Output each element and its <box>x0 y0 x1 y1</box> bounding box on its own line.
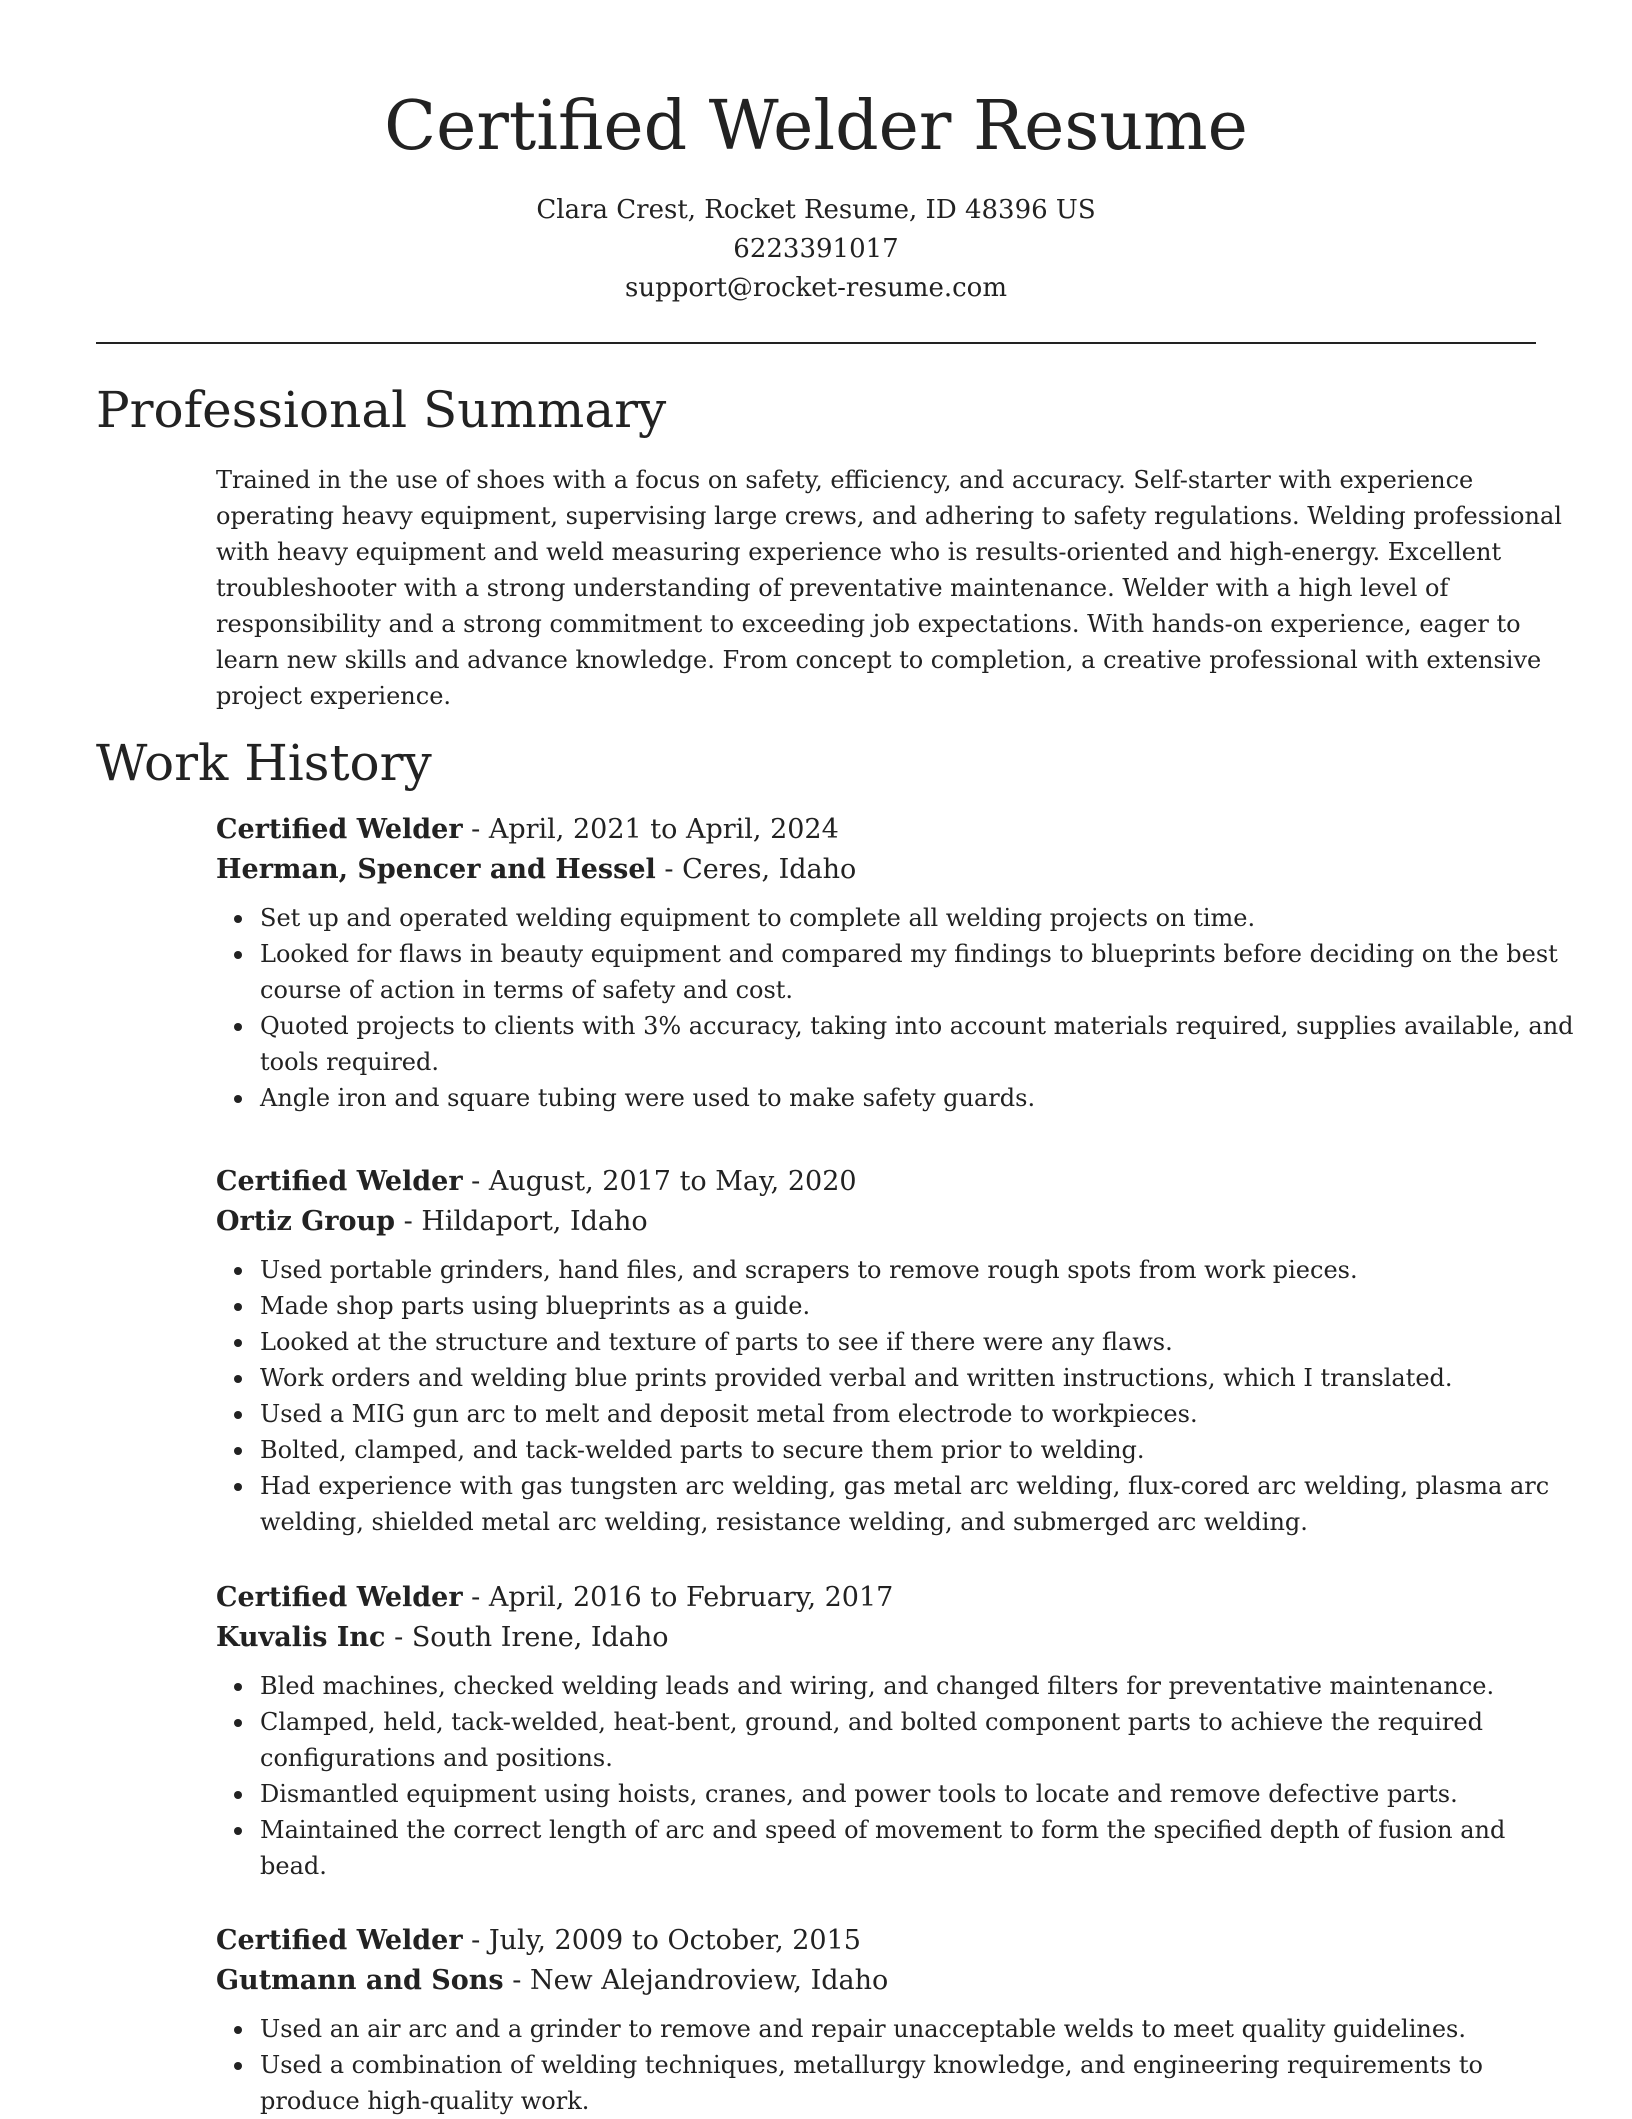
bullet-text: Made shop parts using blueprints as a guide. <box>260 1292 811 1320</box>
job-company: Gutmann and Sons <box>216 1965 504 1996</box>
summary-line: responsibility and a strong commitment to exceeding job expectations. With hands-on experience, eager to <box>216 610 1521 638</box>
separator: - <box>503 1965 530 1996</box>
job-bullets <box>216 1668 1536 1884</box>
list-item <box>260 1288 1536 1324</box>
separator: - <box>462 1582 489 1613</box>
contact-email: support@rocket-resume.com <box>624 273 1007 303</box>
list-item <box>260 900 1536 936</box>
job-dates: August, 2017 to May, 2020 <box>488 1166 857 1197</box>
resume-title: Certified Welder Resume <box>384 87 1248 166</box>
separator: - <box>462 814 489 845</box>
job-dates: April, 2021 to April, 2024 <box>488 814 839 845</box>
job-title-line <box>216 1162 1536 1202</box>
bullet-text: Used portable grinders, hand files, and scrapers to remove rough spots from work pieces. <box>260 1256 1358 1284</box>
work-history-heading: Work History <box>96 734 432 792</box>
bullet-text: course of action in terms of safety and cost. <box>260 976 794 1004</box>
summary-line: Trained in the use of shoes with a focus on safety, efficiency, and accuracy. Self-starter with experience <box>216 466 1474 494</box>
list-item <box>260 1080 1536 1116</box>
bullet-text: Had experience with gas tungsten arc welding, gas metal arc welding, flux-cored arc welding, plasma arc <box>260 1472 1550 1500</box>
job-company: Kuvalis Inc <box>216 1622 386 1653</box>
job-location: South Irene, Idaho <box>411 1622 669 1653</box>
job-entry <box>216 1578 1536 1884</box>
job-location: Ceres, Idaho <box>682 854 857 885</box>
job-title: Certified Welder <box>216 1166 463 1197</box>
job-location: New Alejandroview, Idaho <box>529 1965 889 1996</box>
job-entry <box>216 1921 1536 2119</box>
separator: - <box>462 1166 489 1197</box>
bullet-text: Bled machines, checked welding leads and wiring, and changed filters for preventative maintenance. <box>260 1672 1495 1700</box>
summary-heading: Professional Summary <box>96 381 667 439</box>
bullet-text: welding, shielded metal arc welding, resistance welding, and submerged arc welding. <box>260 1508 1308 1536</box>
bullet-text: Work orders and welding blue prints provided verbal and written instructions, which I translated. <box>260 1364 1453 1392</box>
job-title-line <box>216 1578 1536 1618</box>
job-title: Certified Welder <box>216 1925 463 1956</box>
bullet-text: Set up and operated welding equipment to complete all welding projects on time. <box>260 904 1256 932</box>
separator: - <box>462 1925 489 1956</box>
job-title-line <box>216 810 1536 850</box>
job-bullets <box>216 2011 1536 2119</box>
job-bullets <box>216 1252 1550 1540</box>
job-dates: July, 2009 to October, 2015 <box>488 1925 861 1956</box>
list-item <box>260 1324 1536 1360</box>
list-item <box>260 936 1558 1008</box>
job-title: Certified Welder <box>216 1582 463 1613</box>
job-entry <box>216 810 1574 1116</box>
job-title: Certified Welder <box>216 814 463 845</box>
job-bullets <box>216 900 1574 1116</box>
list-item <box>260 1776 1536 1812</box>
separator: - <box>655 854 683 885</box>
separator: - <box>385 1622 412 1653</box>
bullet-text: Maintained the correct length of arc and speed of movement to form the specified depth of fusion and <box>260 1816 1506 1844</box>
bullet-text: configurations and positions. <box>260 1744 613 1772</box>
job-dates: April, 2016 to February, 2017 <box>488 1582 894 1613</box>
bullet-text: Used an air arc and a grinder to remove and repair unacceptable welds to meet quality guidelines. <box>260 2015 1466 2043</box>
list-item <box>260 1432 1536 1468</box>
summary-text <box>216 462 1562 714</box>
header-divider <box>96 342 1536 344</box>
list-item <box>260 1252 1536 1288</box>
job-company: Herman, Spencer and Hessel <box>216 854 656 885</box>
bullet-text: Clamped, held, tack-welded, heat-bent, ground, and bolted component parts to achieve the required <box>260 1708 1483 1736</box>
contact-phone: 6223391017 <box>733 234 899 264</box>
list-item <box>260 1008 1574 1080</box>
job-entry <box>216 1162 1550 1540</box>
bullet-text: produce high-quality work. <box>260 2087 590 2115</box>
job-company: Ortiz Group <box>216 1206 396 1237</box>
list-item <box>260 1360 1536 1396</box>
bullet-text: bead. <box>260 1852 327 1880</box>
summary-line: project experience. <box>216 682 452 710</box>
summary-line: with heavy equipment and weld measuring experience who is results-oriented and high-energy. Excellent <box>216 538 1502 566</box>
summary-line: operating heavy equipment, supervising large crews, and adhering to safety regulations. Welding professional <box>216 502 1562 530</box>
bullet-text: tools required. <box>260 1048 440 1076</box>
list-item <box>260 2011 1536 2047</box>
bullet-text: Dismantled equipment using hoists, cranes, and power tools to locate and remove defective parts. <box>260 1780 1458 1808</box>
summary-line: learn new skills and advance knowledge. From concept to completion, a creative professional with extensive <box>216 646 1542 674</box>
job-company-line <box>216 1202 1536 1242</box>
contact-address: Clara Crest, Rocket Resume, ID 48396 US <box>536 195 1096 225</box>
list-item <box>260 1812 1536 1884</box>
job-title-line <box>216 1921 1536 1961</box>
list-item <box>260 1468 1550 1540</box>
bullet-text: Used a combination of welding techniques, metallurgy knowledge, and engineering requirements to <box>260 2051 1484 2079</box>
job-company-line <box>216 1961 1536 2001</box>
list-item <box>260 1668 1536 1704</box>
summary-line: troubleshooter with a strong understanding of preventative maintenance. Welder with a high level of <box>216 574 1449 602</box>
bullet-text: Quoted projects to clients with 3% accuracy, taking into account materials required, supplies available, and <box>260 1012 1574 1040</box>
separator: - <box>395 1206 422 1237</box>
job-company-line <box>216 850 1536 890</box>
list-item <box>260 2047 1536 2119</box>
bullet-text: Looked for flaws in beauty equipment and compared my findings to blueprints before deciding on the best <box>260 940 1558 968</box>
job-company-line <box>216 1618 1536 1658</box>
list-item <box>260 1396 1536 1432</box>
bullet-text: Bolted, clamped, and tack-welded parts to secure them prior to welding. <box>260 1436 1145 1464</box>
contact-block <box>0 191 1632 308</box>
list-item <box>260 1704 1536 1776</box>
bullet-text: Angle iron and square tubing were used to make safety guards. <box>260 1084 1036 1112</box>
job-location: Hildaport, Idaho <box>421 1206 648 1237</box>
bullet-text: Used a MIG gun arc to melt and deposit metal from electrode to workpieces. <box>260 1400 1198 1428</box>
bullet-text: Looked at the structure and texture of parts to see if there were any flaws. <box>260 1328 1173 1356</box>
